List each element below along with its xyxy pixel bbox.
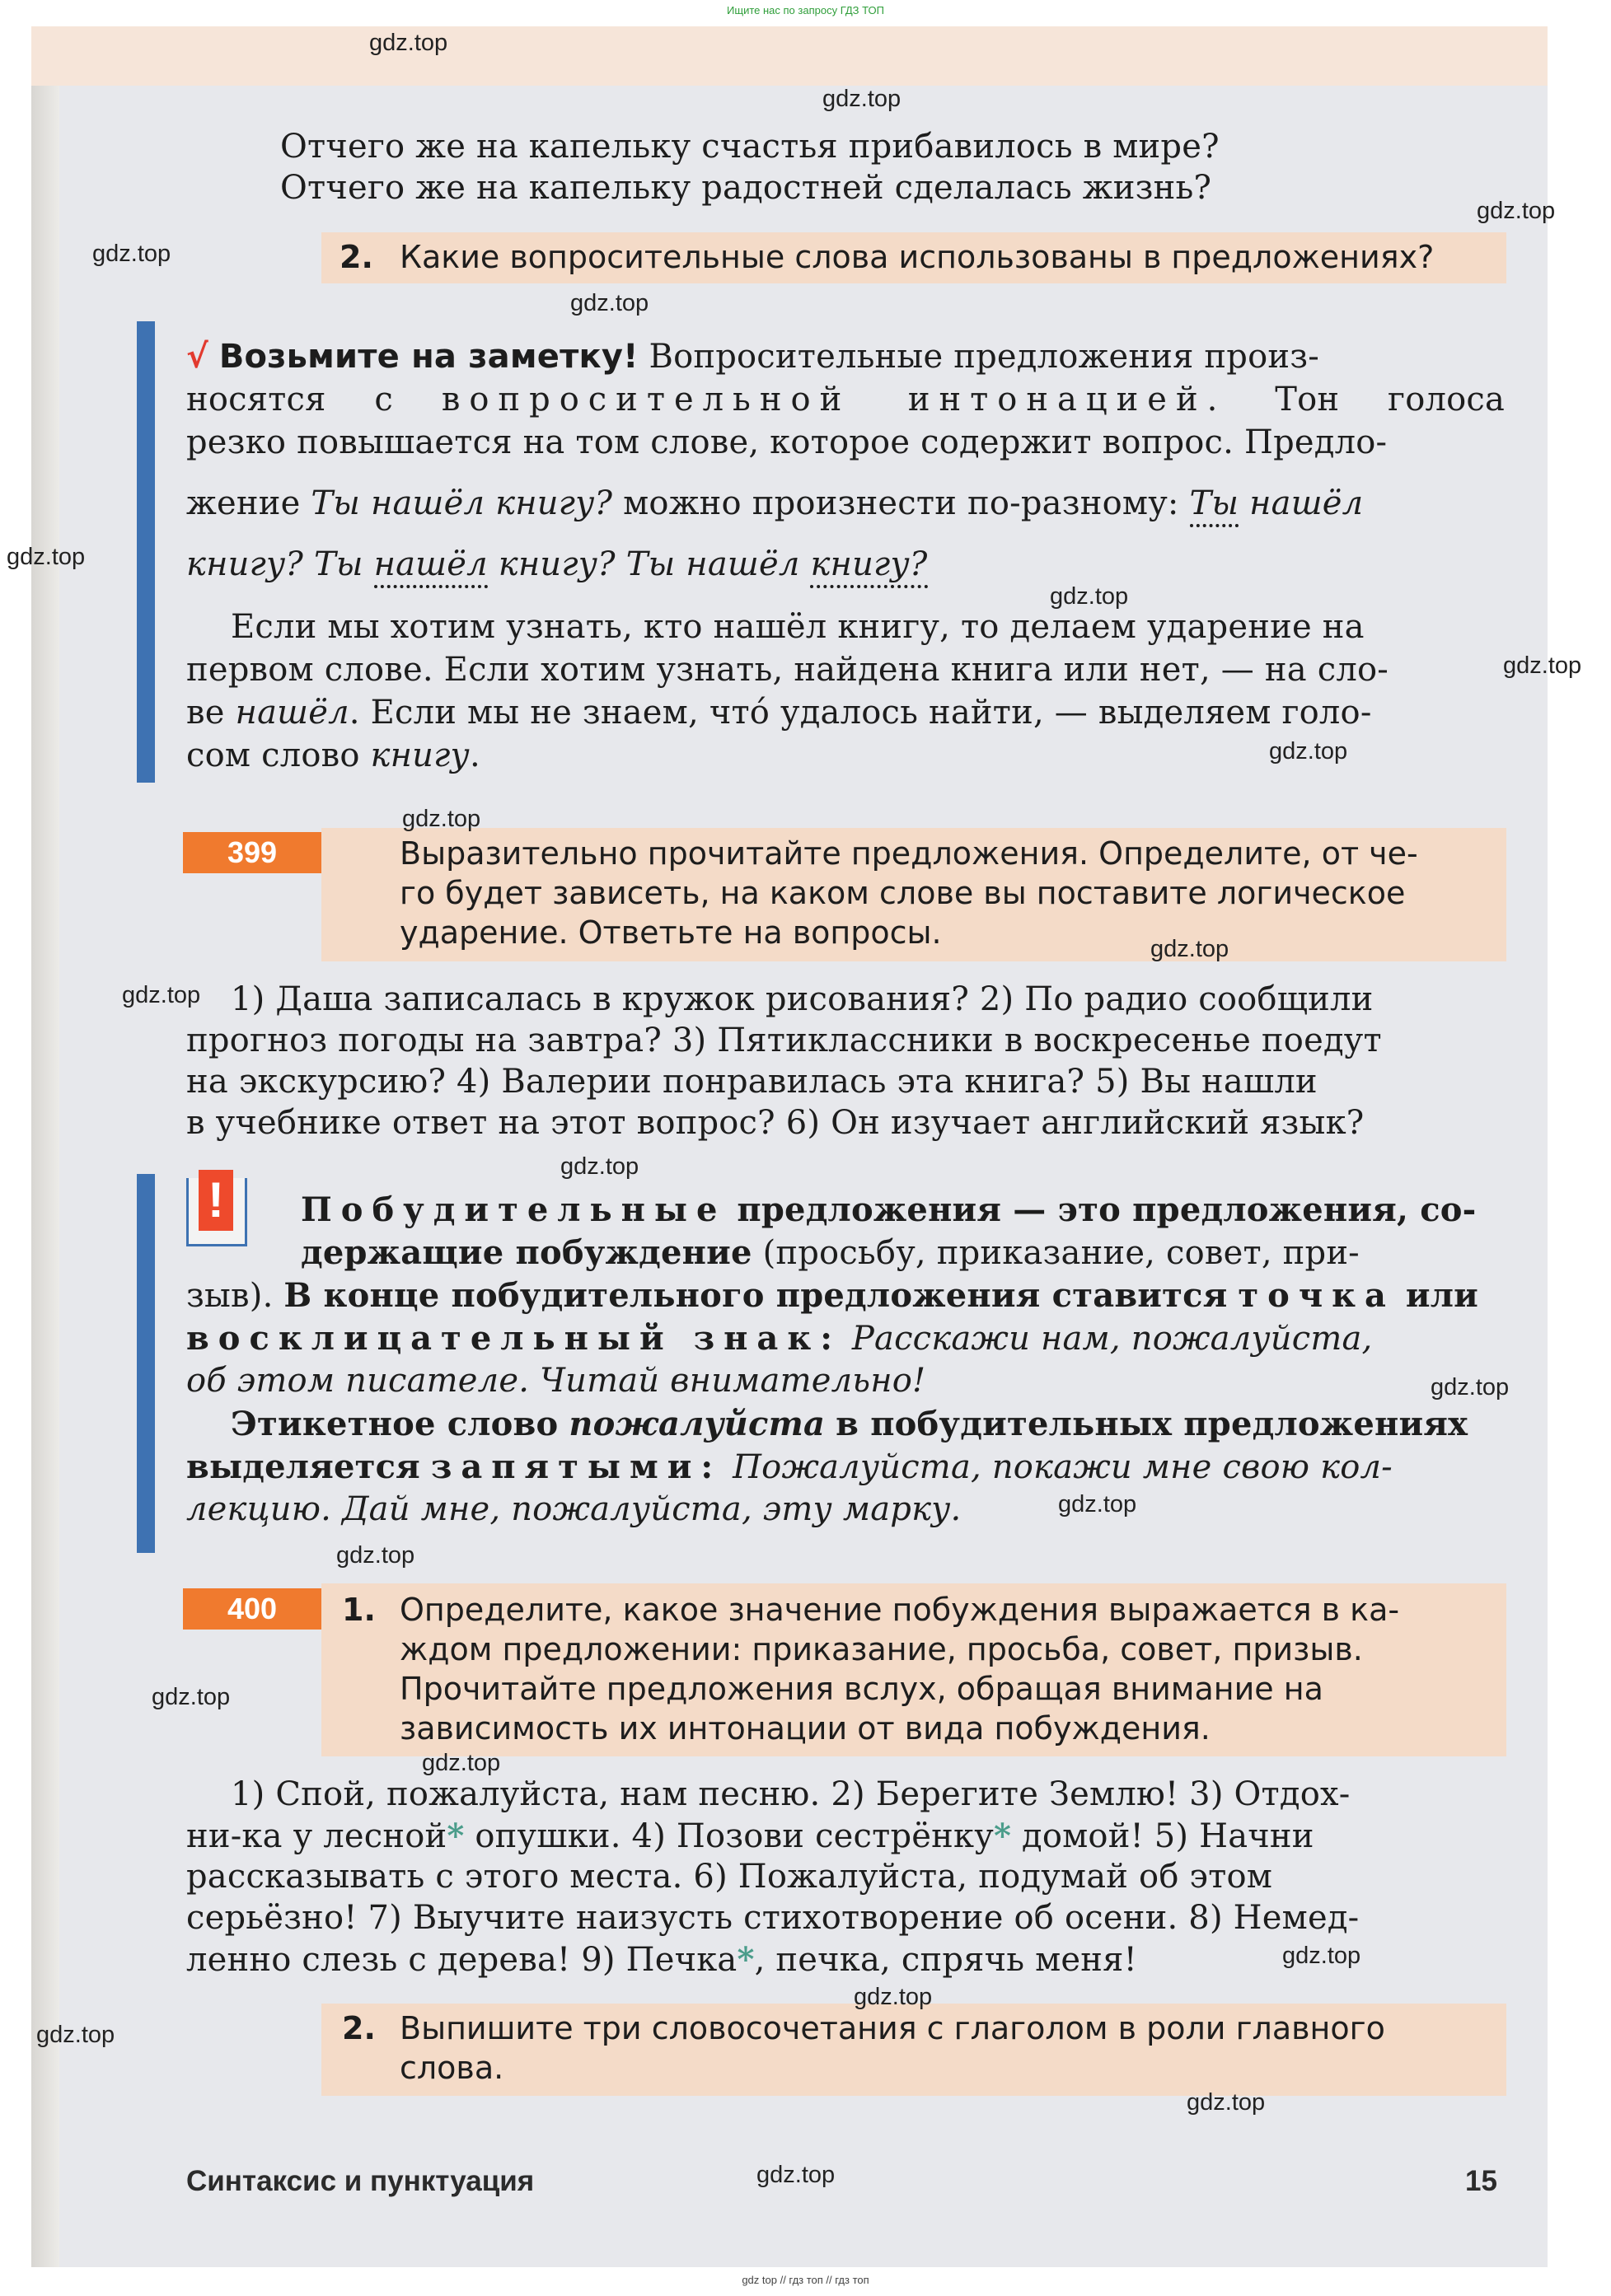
watermark: gdz.top xyxy=(1150,936,1229,962)
top-band xyxy=(31,26,1548,86)
rule-line-6 xyxy=(231,1405,1549,1443)
watermark: gdz.top xyxy=(422,1750,501,1776)
note-l2-a: носятся с xyxy=(186,381,393,419)
rule-line-2 xyxy=(301,1233,1504,1272)
note-line-3: резко повышается на том слове, которое содержит вопрос. Предло- xyxy=(186,423,1388,461)
ex399-sentence-4: в учебнике ответ на этот вопрос? 6) Он изучает английский язык? xyxy=(186,1104,1365,1142)
exclamation-icon xyxy=(186,1172,247,1246)
watermark: gdz.top xyxy=(1282,1943,1361,1969)
note-line-1 xyxy=(186,338,1505,376)
note-l5-a: книгу? xyxy=(186,545,304,583)
note-p2-l3 xyxy=(186,694,1505,732)
footer-section: Синтаксис и пунктуация xyxy=(186,2165,535,2197)
rule-l4-a: восклицательный знак: xyxy=(186,1319,841,1358)
exercise-399-number: 399 xyxy=(183,832,321,873)
watermark: gdz.top xyxy=(36,2022,115,2048)
ex400-sentence-2 xyxy=(186,1817,1505,1855)
header-note: Ищите нас по запросу ГДЗ ТОП xyxy=(727,4,884,16)
rule-l6-b: пожалуйста xyxy=(569,1405,826,1443)
watermark: gdz.top xyxy=(1187,2089,1266,2116)
note-l4-d: Ты xyxy=(1190,484,1239,527)
ex399-task-1: Выразительно прочитайте предложения. Определите, от че- xyxy=(400,835,1418,872)
rule-l2-a: держащие побуждение xyxy=(301,1233,752,1272)
watermark: gdz.top xyxy=(7,544,86,570)
ex400-task-2: ждом предложении: приказание, просьба, совет, призыв. xyxy=(400,1631,1363,1667)
ex400-s2-a: ни-ка у лесной xyxy=(186,1817,447,1855)
watermark: gdz.top xyxy=(854,1984,933,2010)
note-l2-c: Тон голоса xyxy=(1275,381,1506,419)
ex400-task-4: зависимость их интонации от вида побуждения. xyxy=(400,1710,1211,1747)
rule-l3-b: В конце побудительного предложения ставится xyxy=(283,1276,1228,1315)
ex399-sentence-3: на экскурсию? 4) Валерии понравилась эта книга? 5) Вы нашли xyxy=(186,1063,1318,1101)
rule-l7-c: Пожалуйста, покажи мне свою кол- xyxy=(733,1448,1393,1486)
check-icon: √ xyxy=(186,338,208,376)
star-icon: * xyxy=(447,1817,465,1855)
q2-number: 2. xyxy=(340,239,373,275)
ex400-s2-c: домой! 5) Начни xyxy=(1022,1817,1314,1855)
rule-line-5: об этом писателе. Читай внимательно! xyxy=(186,1362,926,1400)
exercise-400-number: 400 xyxy=(183,1588,321,1630)
rule-l2-b: (просьбу, приказание, совет, при- xyxy=(762,1234,1360,1272)
ex400-sentence-4: серьёзно! 7) Выучите наизусть стихотворение об осени. 8) Немед- xyxy=(186,1899,1360,1937)
ex399-task-3: ударение. Ответьте на вопросы. xyxy=(400,914,942,951)
note-p2-l3-a: ве xyxy=(186,694,225,732)
note-l5-c: нашёл xyxy=(374,545,488,588)
rule-line-3 xyxy=(186,1276,1505,1315)
ex400-q2-number: 2. xyxy=(342,2010,376,2046)
rule-line-7 xyxy=(186,1447,1505,1486)
note-p2-l3-c: . Если мы не знаем, что́ удалось найти, — выделяем голо- xyxy=(349,694,1372,732)
ex400-task-3: Прочитайте предложения вслух, обращая внимание на xyxy=(400,1671,1323,1707)
note-l4-e: нашёл xyxy=(1249,484,1364,522)
watermark: gdz.top xyxy=(1269,738,1348,765)
ex400-q2-line-1: Выпишите три словосочетания с глаголом в роли главного xyxy=(400,2010,1385,2046)
rule-l6-a: Этикетное слово xyxy=(231,1405,559,1443)
rule-l7-a: выделяется xyxy=(186,1447,420,1486)
rule-l7-b: запятыми: xyxy=(430,1447,723,1486)
rule-l1-b: предложения — это предложения, со- xyxy=(737,1190,1477,1229)
watermark: gdz.top xyxy=(336,1542,415,1569)
watermark: gdz.top xyxy=(92,241,171,267)
watermark: gdz.top xyxy=(152,1684,231,1710)
note-l5-b: Ты xyxy=(313,545,363,583)
rule-l3-c: точка xyxy=(1238,1276,1395,1315)
rule-bar xyxy=(137,1174,155,1553)
ex399-sentence-1: 1) Даша записалась в кружок рисования? 2) По радио сообщили xyxy=(231,980,1374,1018)
ex400-task-1: Определите, какое значение побуждения выражается в ка- xyxy=(400,1592,1400,1628)
footer-note: gdz top // гдз топ // гдз топ xyxy=(742,2274,869,2286)
ex400-sentence-3: рассказывать с этого места. 6) Пожалуйста, подумай об этом xyxy=(186,1858,1273,1896)
note-l1-rest: Вопросительные предложения произ- xyxy=(649,338,1319,376)
note-p2-l4-b: книгу xyxy=(370,736,470,774)
rule-line-8: лекцию. Дай мне, пожалуйста, эту марку. xyxy=(186,1490,962,1528)
watermark: gdz.top xyxy=(756,2162,836,2188)
rule-l1-a: Побудительные xyxy=(301,1190,727,1229)
ex400-q1-number: 1. xyxy=(342,1592,376,1628)
ex400-s5-b: , печка, спрячь меня! xyxy=(754,1941,1137,1979)
poem-line-1: Отчего же на капельку счастья прибавилось в мире? xyxy=(280,128,1220,166)
note-l5-d: книгу? xyxy=(498,545,616,583)
note-p2-l4-a: сом слово xyxy=(186,736,360,774)
note-l4-c: можно произнести по-разному: xyxy=(623,484,1179,522)
note-l2-b: вопросительной интонацией. xyxy=(441,381,1227,419)
note-heading: Возьмите на заметку! xyxy=(218,338,639,376)
note-l5-e: Ты нашёл xyxy=(625,545,800,583)
ex400-q2-line-2: слова. xyxy=(400,2050,504,2086)
note-l4-b: Ты нашёл книгу? xyxy=(311,484,613,522)
ex399-task-2: го будет зависеть, на каком слове вы поставите логическое xyxy=(400,875,1406,911)
q2-text: Какие вопросительные слова использованы в предложениях? xyxy=(400,239,1435,275)
note-bar xyxy=(137,321,155,783)
watermark: gdz.top xyxy=(122,982,201,1008)
rule-l6-c: в побудительных предложениях xyxy=(836,1405,1468,1443)
watermark: gdz.top xyxy=(1058,1491,1137,1517)
note-line-5 xyxy=(186,545,1505,583)
note-p2-l2: первом слове. Если хотим узнать, найдена книга или нет, — на сло- xyxy=(186,651,1389,689)
watermark: gdz.top xyxy=(402,806,481,832)
note-p2-l4-c: . xyxy=(469,736,480,774)
note-l4-a: жение xyxy=(186,484,301,522)
ex400-s5-a: ленно слезь с дерева! 9) Печка xyxy=(186,1941,738,1979)
note-l5-f: книгу? xyxy=(810,545,927,588)
watermark: gdz.top xyxy=(1431,1374,1510,1401)
star-icon: * xyxy=(993,1817,1012,1855)
note-line-4 xyxy=(186,484,1505,522)
rule-l3-a: зыв). xyxy=(186,1277,274,1315)
watermark: gdz.top xyxy=(369,30,448,56)
exclamation-glyph: ! xyxy=(199,1170,233,1231)
rule-line-4 xyxy=(186,1319,1505,1358)
note-p2-l3-b: нашёл xyxy=(235,694,349,732)
watermark: gdz.top xyxy=(822,86,902,112)
ex400-sentence-1: 1) Спой, пожалуйста, нам песню. 2) Берегите Землю! 3) Отдох- xyxy=(231,1775,1351,1813)
rule-l3-d: или xyxy=(1405,1276,1478,1315)
page-number: 15 xyxy=(1465,2165,1497,2197)
note-line-2 xyxy=(186,381,1505,419)
watermark: gdz.top xyxy=(1503,652,1582,679)
rule-line-1 xyxy=(301,1190,1504,1229)
note-p2-l1: Если мы хотим узнать, кто нашёл книгу, то делаем ударение на xyxy=(231,608,1365,646)
watermark: gdz.top xyxy=(570,290,649,316)
poem-line-2: Отчего же на капельку радостней сделалась жизнь? xyxy=(280,169,1212,207)
ex399-sentence-2: прогноз погоды на завтра? 3) Пятиклассники в воскресенье поедут xyxy=(186,1022,1382,1059)
rule-l4-b: Расскажи нам, пожалуйста, xyxy=(851,1320,1373,1358)
watermark: gdz.top xyxy=(1477,198,1556,224)
ex400-s2-b: опушки. 4) Позови сестрёнку xyxy=(475,1817,994,1855)
watermark: gdz.top xyxy=(1050,583,1129,610)
watermark: gdz.top xyxy=(560,1153,639,1180)
star-icon: * xyxy=(737,1940,755,1979)
page-binding xyxy=(31,26,59,2267)
